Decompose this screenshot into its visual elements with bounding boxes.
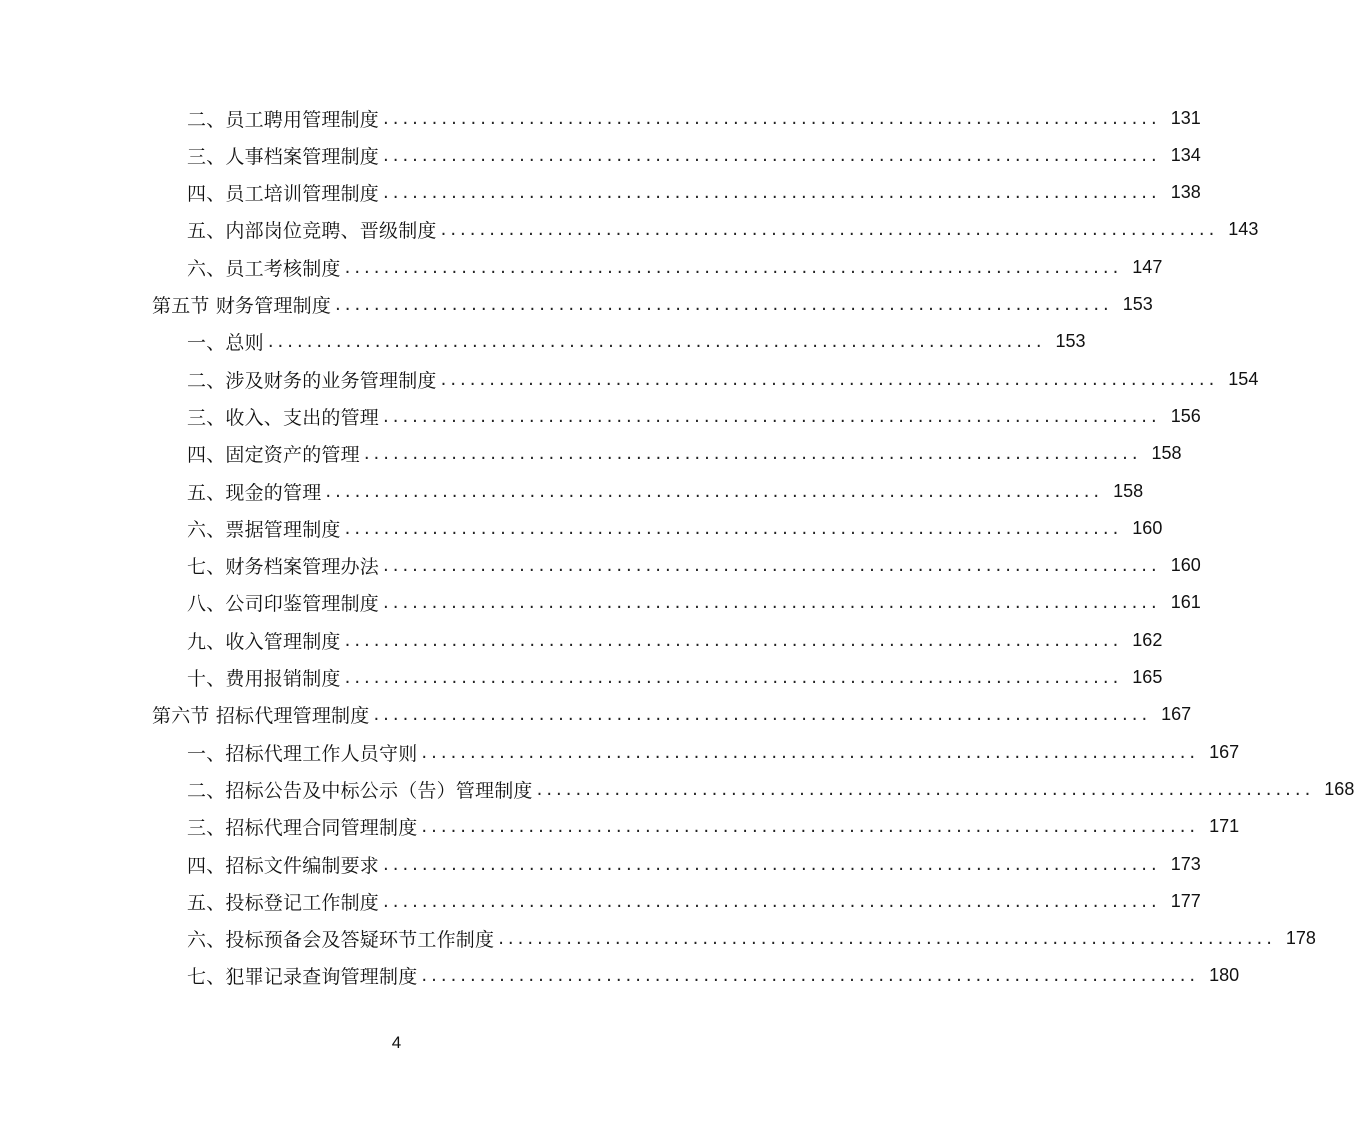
toc-dot-leader: ................................................................................ bbox=[335, 294, 1113, 315]
toc-entry-title: 五、现金的管理 bbox=[187, 481, 322, 504]
toc-entry-title: 七、犯罪记录查询管理制度 bbox=[187, 966, 418, 989]
toc-entry[interactable] bbox=[187, 398, 1201, 434]
toc-entry-page: 138 bbox=[1170, 182, 1201, 203]
toc-entry[interactable] bbox=[187, 137, 1201, 173]
toc-entry[interactable] bbox=[187, 212, 1259, 248]
toc-entry-title: 二、员工聘用管理制度 bbox=[187, 108, 380, 131]
toc-dot-leader: ................................................................................ bbox=[325, 480, 1104, 502]
toc-entry-page: 180 bbox=[1209, 965, 1240, 986]
toc-entry-page: 134 bbox=[1170, 144, 1201, 165]
toc-dot-leader: ................................................................................ bbox=[383, 107, 1161, 129]
toc-entry[interactable] bbox=[187, 734, 1240, 770]
toc-entry-title: 二、招标公告及中标公示（告）管理制度 bbox=[187, 779, 533, 802]
toc-entry-title: 第六节 招标代理管理制度 bbox=[152, 705, 370, 728]
toc-entry-page: 147 bbox=[1132, 256, 1163, 277]
toc-entry-page: 162 bbox=[1132, 629, 1163, 650]
toc-entry-title: 八、公司印鉴管理制度 bbox=[187, 593, 380, 616]
toc-entry-title: 六、票据管理制度 bbox=[187, 518, 341, 541]
toc-dot-leader: ................................................................................ bbox=[421, 741, 1200, 763]
toc-entry-page: 160 bbox=[1132, 517, 1163, 538]
toc-entry-title: 一、招标代理工作人员守则 bbox=[187, 742, 418, 765]
toc-entry[interactable] bbox=[187, 622, 1163, 658]
toc-entry-page: 171 bbox=[1209, 816, 1240, 837]
toc-entry-title: 四、员工培训管理制度 bbox=[187, 183, 380, 206]
toc-entry-title: 十、费用报销制度 bbox=[187, 668, 341, 690]
toc-entry-page: 156 bbox=[1170, 405, 1201, 426]
toc-entry-page: 153 bbox=[1122, 294, 1153, 314]
toc-entry[interactable] bbox=[187, 510, 1163, 546]
toc-dot-leader: ................................................................................ bbox=[440, 368, 1219, 390]
toc-entry[interactable] bbox=[187, 548, 1201, 584]
toc-entry-page: 161 bbox=[1170, 592, 1201, 613]
toc-entry-page: 173 bbox=[1170, 853, 1201, 874]
toc-dot-leader: ................................................................................ bbox=[267, 331, 1046, 353]
toc-entry-title: 一、总则 bbox=[187, 332, 264, 355]
toc-entry-page: 158 bbox=[1113, 480, 1144, 501]
toc-entry-page: 154 bbox=[1228, 368, 1259, 389]
toc-dot-leader: ................................................................................ bbox=[344, 517, 1123, 539]
toc-entry-page: 168 bbox=[1324, 778, 1354, 799]
toc-entry-title: 三、招标代理合同管理制度 bbox=[187, 817, 418, 840]
toc-dot-leader: ................................................................................ bbox=[383, 555, 1161, 577]
toc-section-entry[interactable] bbox=[152, 287, 1153, 323]
toc-entry[interactable] bbox=[187, 361, 1259, 397]
toc-entry[interactable] bbox=[187, 809, 1240, 845]
toc-dot-leader: ................................................................................ bbox=[383, 405, 1161, 427]
toc-entry[interactable] bbox=[187, 436, 1182, 472]
toc-entry-page: 165 bbox=[1132, 667, 1163, 687]
page-number: 4 bbox=[391, 1033, 402, 1052]
toc-entry-page: 178 bbox=[1285, 928, 1316, 949]
toc-entry[interactable] bbox=[187, 846, 1201, 882]
toc-dot-leader: ................................................................................ bbox=[383, 853, 1161, 875]
toc-entry[interactable] bbox=[187, 473, 1144, 509]
toc-entry-page: 177 bbox=[1170, 890, 1201, 911]
toc-dot-leader: ................................................................................ bbox=[421, 965, 1200, 987]
toc-entry-title: 五、投标登记工作制度 bbox=[187, 891, 380, 914]
toc-entry[interactable] bbox=[187, 883, 1201, 919]
toc-entry[interactable] bbox=[187, 249, 1163, 285]
toc-dot-leader: ................................................................................ bbox=[373, 704, 1152, 726]
toc-entry-title: 第五节 财务管理制度 bbox=[152, 295, 332, 317]
toc-entry[interactable] bbox=[187, 585, 1201, 621]
toc-dot-leader: ................................................................................ bbox=[498, 928, 1276, 950]
toc-entry-page: 158 bbox=[1151, 443, 1182, 464]
toc-entry[interactable] bbox=[187, 958, 1240, 994]
toc-entry-title: 四、招标文件编制要求 bbox=[187, 854, 380, 877]
toc-entry[interactable] bbox=[187, 100, 1201, 136]
toc-entry-page: 153 bbox=[1055, 331, 1086, 352]
toc-entry-title: 七、财务档案管理办法 bbox=[187, 556, 380, 579]
toc-entry[interactable] bbox=[187, 660, 1163, 696]
toc-entry-page: 160 bbox=[1170, 555, 1201, 576]
toc-entry-title: 六、投标预备会及答疑环节工作制度 bbox=[187, 929, 495, 952]
toc-entry-title: 九、收入管理制度 bbox=[187, 630, 341, 653]
toc-entry-page: 131 bbox=[1170, 107, 1201, 128]
toc-entry-title: 三、收入、支出的管理 bbox=[187, 406, 380, 429]
toc-entry-page: 167 bbox=[1209, 741, 1240, 762]
toc-entry-title: 五、内部岗位竞聘、晋级制度 bbox=[187, 220, 437, 243]
toc-entry-title: 四、固定资产的管理 bbox=[187, 444, 360, 467]
toc-dot-leader: ................................................................................ bbox=[383, 890, 1161, 912]
toc-dot-leader: ................................................................................ bbox=[363, 443, 1142, 465]
toc-entry-page: 167 bbox=[1161, 704, 1192, 725]
toc-entry[interactable] bbox=[187, 175, 1201, 211]
toc-entry[interactable] bbox=[187, 921, 1316, 957]
toc-entry-title: 六、员工考核制度 bbox=[187, 257, 341, 280]
toc-dot-leader: ................................................................................ bbox=[383, 182, 1161, 204]
toc-entry-title: 三、人事档案管理制度 bbox=[187, 145, 380, 168]
toc-dot-leader: ................................................................................ bbox=[344, 256, 1123, 278]
toc-dot-leader: ................................................................................ bbox=[536, 778, 1315, 800]
toc-entry[interactable] bbox=[187, 771, 1354, 807]
toc-dot-leader: ................................................................................ bbox=[440, 219, 1219, 241]
toc-entry-title: 二、涉及财务的业务管理制度 bbox=[187, 369, 437, 392]
toc-dot-leader: ................................................................................ bbox=[421, 816, 1200, 838]
toc-dot-leader: ................................................................................ bbox=[383, 144, 1161, 166]
toc-entry-page: 143 bbox=[1228, 219, 1259, 240]
toc-dot-leader: ................................................................................ bbox=[344, 667, 1123, 688]
toc-dot-leader: ................................................................................ bbox=[344, 629, 1123, 651]
toc-section-entry[interactable] bbox=[152, 697, 1192, 733]
toc-dot-leader: ................................................................................ bbox=[383, 592, 1161, 614]
toc-entry[interactable] bbox=[187, 324, 1086, 360]
